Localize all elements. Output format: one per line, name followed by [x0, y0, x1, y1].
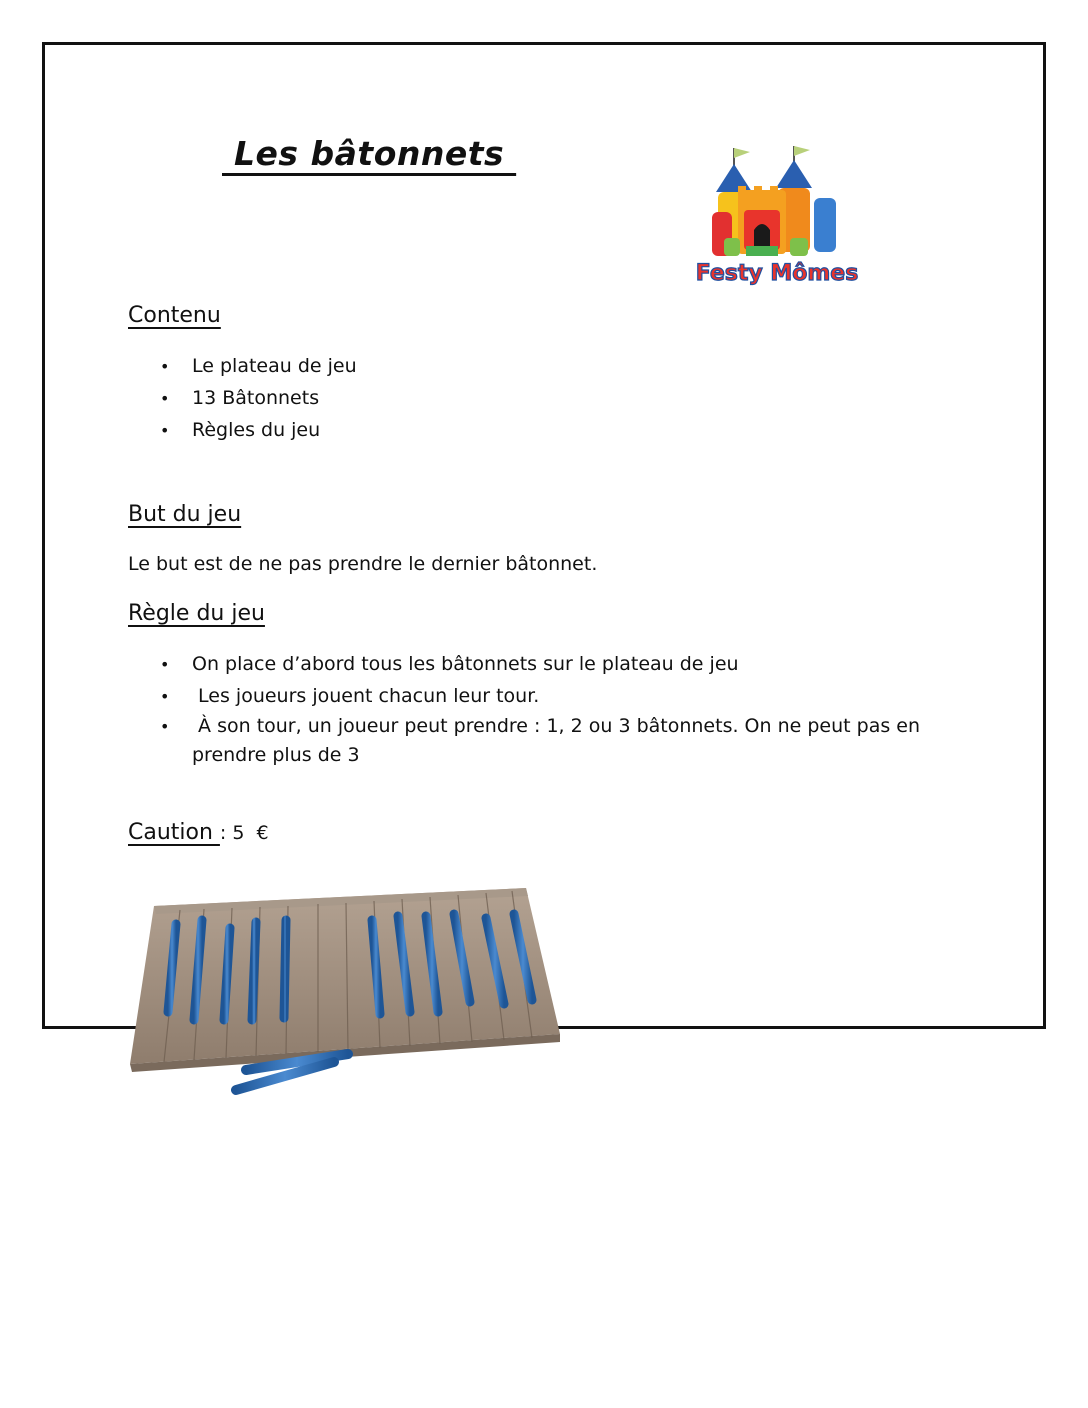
caution	[128, 820, 269, 845]
list-item: • À son tour, un joueur peut prendre : 1, 2 ou 3 bâtonnets. On ne peut pas en prendre plus de 3	[128, 712, 978, 770]
list-item: • Le plateau de jeu	[128, 352, 357, 381]
page-border	[42, 42, 1046, 1029]
regle-list	[128, 650, 978, 770]
contenu-heading: Contenu	[128, 303, 221, 328]
list-item: • 13 Bâtonnets	[128, 384, 357, 413]
regle-heading: Règle du jeu	[128, 601, 265, 626]
but-heading: But du jeu	[128, 502, 242, 527]
caution-label: Caution	[128, 820, 220, 845]
caution-value: : 5 €	[219, 822, 269, 844]
list-item: • Règles du jeu	[128, 416, 357, 445]
game-board-photo	[128, 884, 560, 1106]
contenu-list	[128, 352, 357, 445]
list-item: • On place d’abord tous les bâtonnets sur le plateau de jeu	[128, 650, 978, 679]
list-item: • Les joueurs jouent chacun leur tour.	[128, 682, 978, 711]
page-title: Les bâtonnets	[222, 134, 517, 173]
festy-momes-logo	[694, 142, 860, 292]
logo-text: Festy Mômes	[695, 261, 859, 286]
but-text: Le but est de ne pas prendre le dernier bâtonnet.	[128, 553, 598, 575]
